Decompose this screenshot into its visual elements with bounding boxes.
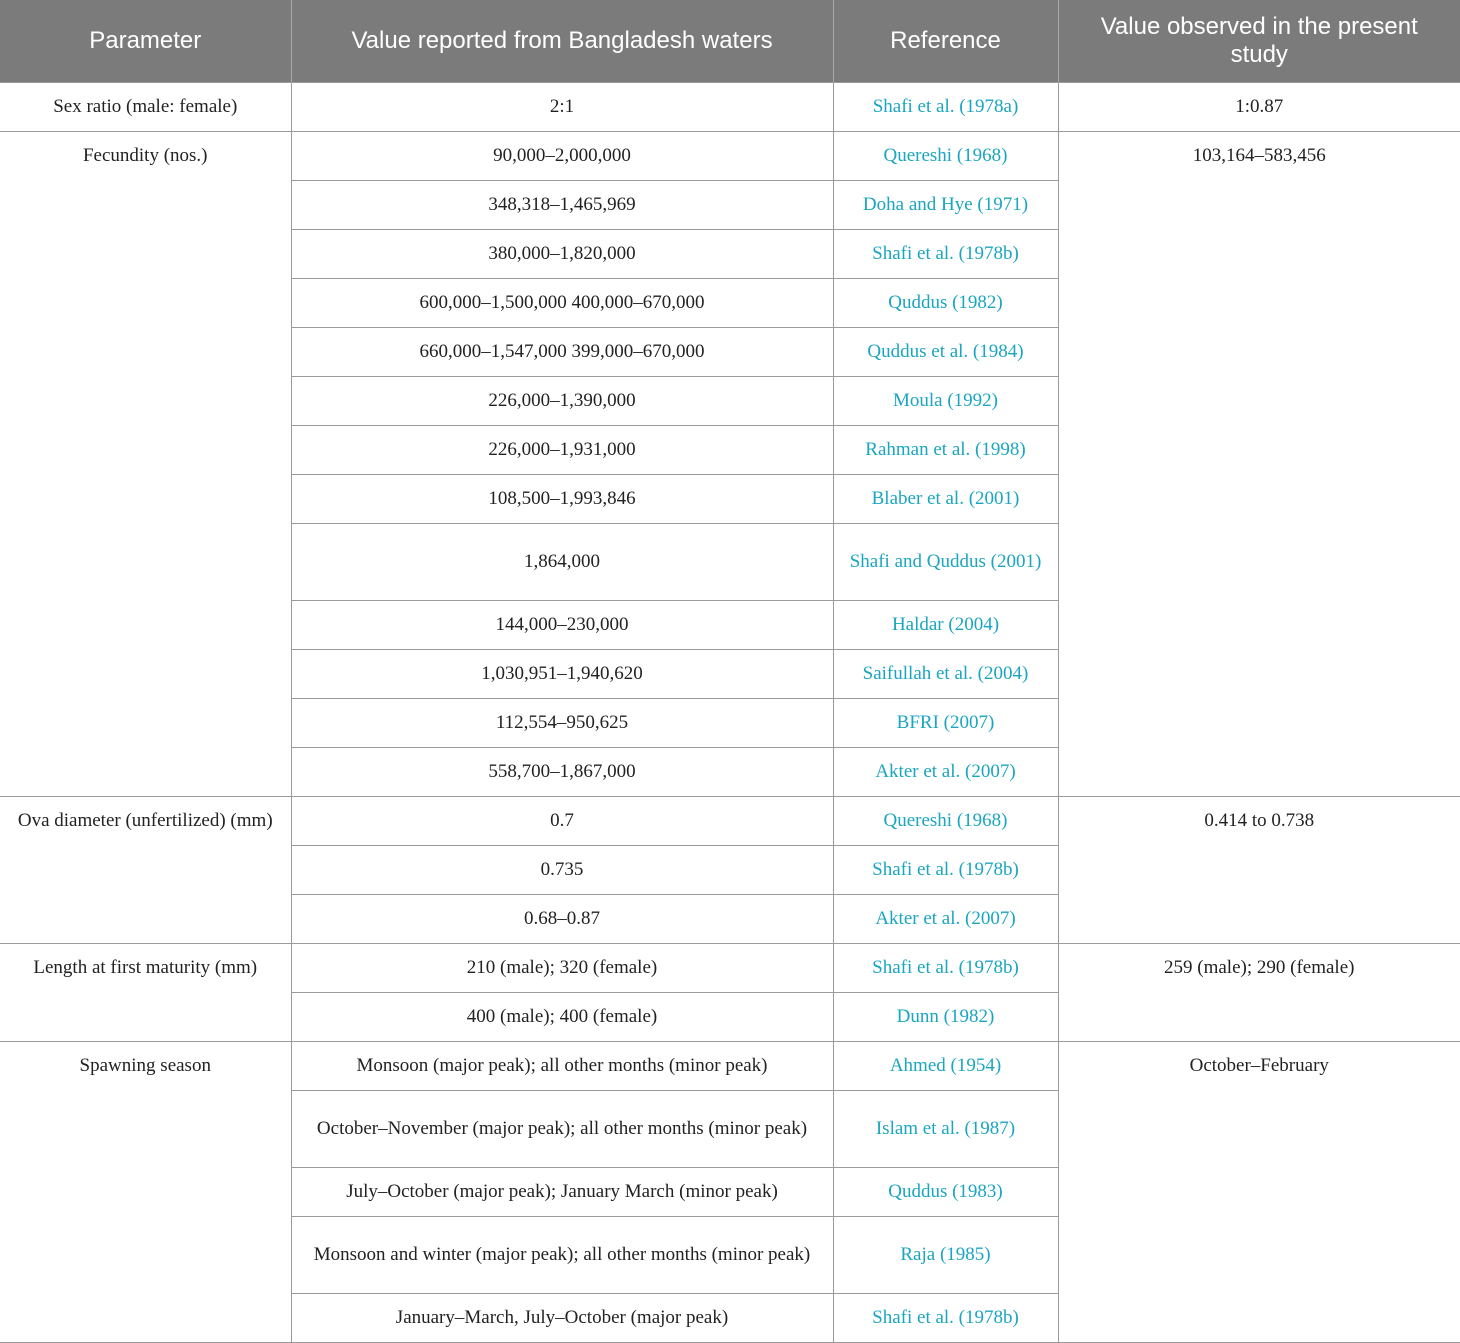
value-cell: 226,000–1,931,000 (291, 425, 833, 474)
value-cell: 0.68–0.87 (291, 894, 833, 943)
observed-cell: 103,164–583,456 (1058, 131, 1460, 796)
parameter-cell: Length at first maturity (mm) (0, 943, 291, 1041)
reference-link[interactable]: Quddus et al. (1984) (833, 327, 1058, 376)
parameter-cell: Sex ratio (male: female) (0, 82, 291, 131)
reference-link[interactable]: Saifullah et al. (2004) (833, 649, 1058, 698)
value-cell: Monsoon (major peak); all other months (minor peak) (291, 1041, 833, 1090)
reference-link[interactable]: Dunn (1982) (833, 992, 1058, 1041)
parameter-cell: Fecundity (nos.) (0, 131, 291, 796)
value-cell: 0.735 (291, 845, 833, 894)
value-cell: Monsoon and winter (major peak); all other months (minor peak) (291, 1216, 833, 1293)
reference-link[interactable]: Shafi et al. (1978b) (833, 229, 1058, 278)
reference-link[interactable]: Quddus (1983) (833, 1167, 1058, 1216)
value-cell: 108,500–1,993,846 (291, 474, 833, 523)
reference-link[interactable]: Moula (1992) (833, 376, 1058, 425)
value-cell: 380,000–1,820,000 (291, 229, 833, 278)
value-cell: July–October (major peak); January March (minor peak) (291, 1167, 833, 1216)
value-cell: 348,318–1,465,969 (291, 180, 833, 229)
table-row (0, 796, 1460, 845)
reference-link[interactable]: Haldar (2004) (833, 600, 1058, 649)
value-cell: 144,000–230,000 (291, 600, 833, 649)
value-cell: 660,000–1,547,000 399,000–670,000 (291, 327, 833, 376)
reference-link[interactable]: Raja (1985) (833, 1216, 1058, 1293)
value-cell: 2:1 (291, 82, 833, 131)
observed-cell: October–February (1058, 1041, 1460, 1342)
value-cell: 90,000–2,000,000 (291, 131, 833, 180)
observed-cell: 259 (male); 290 (female) (1058, 943, 1460, 1041)
value-cell: 600,000–1,500,000 400,000–670,000 (291, 278, 833, 327)
value-cell: January–March, July–October (major peak) (291, 1293, 833, 1342)
reference-link[interactable]: Shafi and Quddus (2001) (833, 523, 1058, 600)
value-cell: 226,000–1,390,000 (291, 376, 833, 425)
value-cell: 1,864,000 (291, 523, 833, 600)
reference-link[interactable]: Rahman et al. (1998) (833, 425, 1058, 474)
value-cell: 0.7 (291, 796, 833, 845)
value-cell: 210 (male); 320 (female) (291, 943, 833, 992)
value-cell: October–November (major peak); all other months (minor peak) (291, 1090, 833, 1167)
header-value-reported: Value reported from Bangladesh waters (291, 0, 833, 82)
reference-link[interactable]: Shafi et al. (1978b) (833, 943, 1058, 992)
value-cell: 1,030,951–1,940,620 (291, 649, 833, 698)
reference-link[interactable]: Shafi et al. (1978b) (833, 845, 1058, 894)
reference-link[interactable]: Akter et al. (2007) (833, 894, 1058, 943)
reference-link[interactable]: Doha and Hye (1971) (833, 180, 1058, 229)
reference-link[interactable]: Shafi et al. (1978b) (833, 1293, 1058, 1342)
reference-link[interactable]: Quddus (1982) (833, 278, 1058, 327)
reference-link[interactable]: Islam et al. (1987) (833, 1090, 1058, 1167)
header-reference: Reference (833, 0, 1058, 82)
value-cell: 558,700–1,867,000 (291, 747, 833, 796)
reference-link[interactable]: Quereshi (1968) (833, 796, 1058, 845)
header-row (0, 0, 1460, 82)
value-cell: 112,554–950,625 (291, 698, 833, 747)
observed-cell: 1:0.87 (1058, 82, 1460, 131)
table-row (0, 131, 1460, 180)
table-row (0, 1041, 1460, 1090)
table-row (0, 82, 1460, 131)
reference-link[interactable]: Akter et al. (2007) (833, 747, 1058, 796)
table-row (0, 943, 1460, 992)
parameter-cell: Spawning season (0, 1041, 291, 1342)
reference-link[interactable]: Blaber et al. (2001) (833, 474, 1058, 523)
header-parameter: Parameter (0, 0, 291, 82)
reference-link[interactable]: Quereshi (1968) (833, 131, 1058, 180)
header-value-observed: Value observed in the present study (1058, 0, 1460, 82)
value-cell: 400 (male); 400 (female) (291, 992, 833, 1041)
reference-link[interactable]: Shafi et al. (1978a) (833, 82, 1058, 131)
reference-link[interactable]: Ahmed (1954) (833, 1041, 1058, 1090)
observed-cell: 0.414 to 0.738 (1058, 796, 1460, 943)
parameter-cell: Ova diameter (unfertilized) (mm) (0, 796, 291, 943)
reference-link[interactable]: BFRI (2007) (833, 698, 1058, 747)
